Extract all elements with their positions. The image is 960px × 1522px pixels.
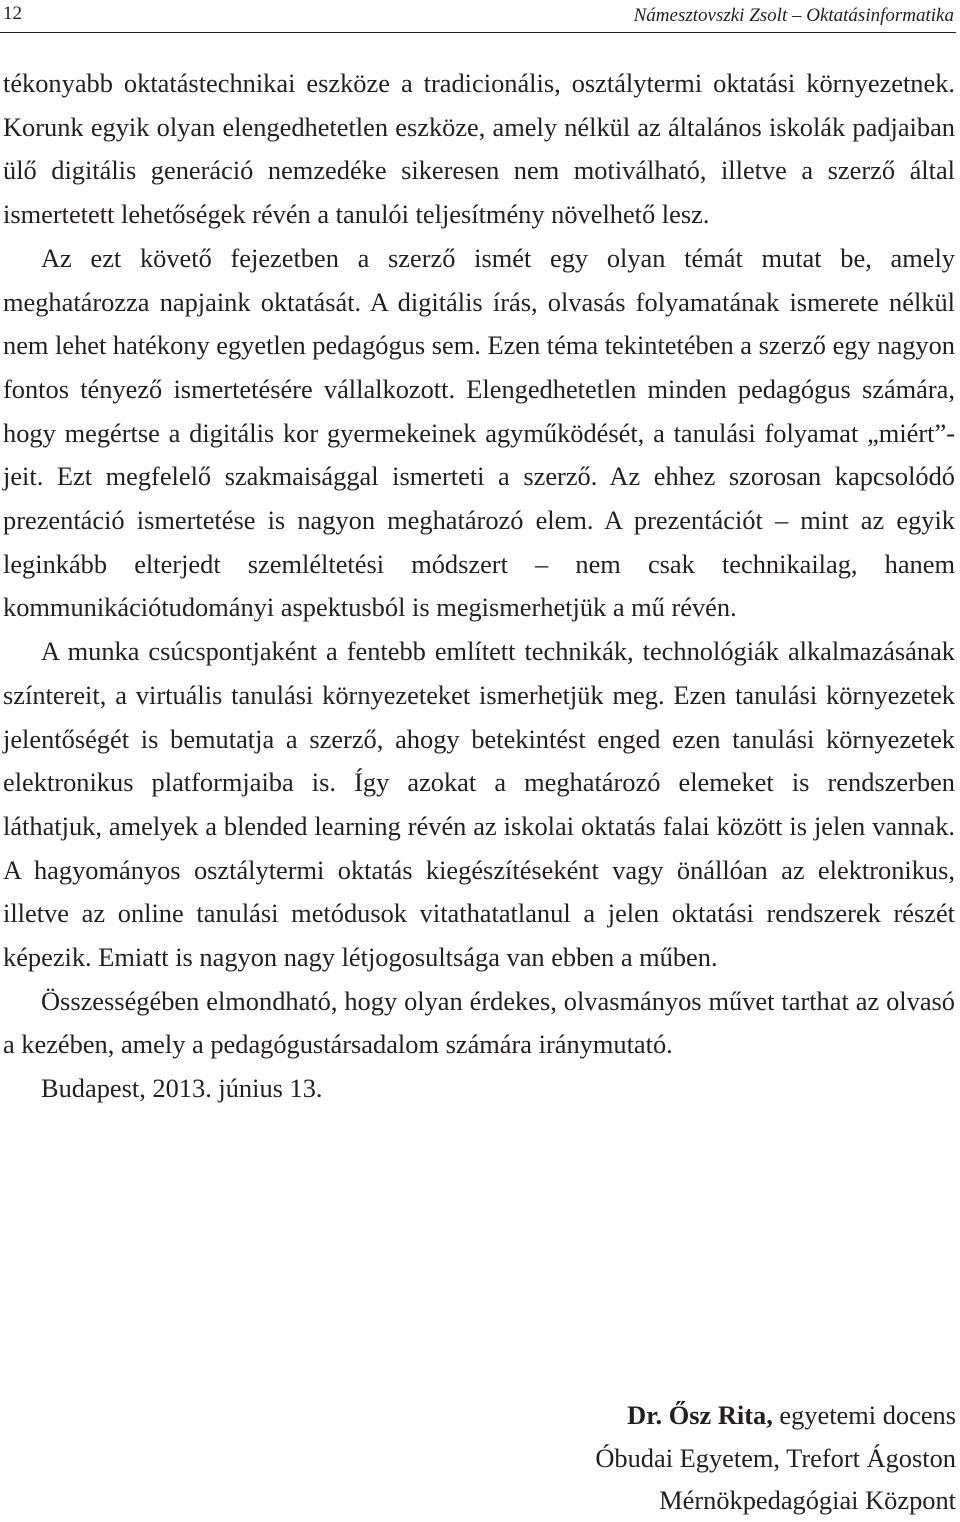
signature-block (595, 1394, 956, 1522)
paragraph-1: tékonyabb oktatástechnikai eszköze a tradicionális, osztálytermi oktatási környezetnek. Korunk egyik olyan elengedhetetlen eszköze, amely nélkül az általános iskolák padjaiban ülő digitális generáció nemzedéke sikeresen nem motiválható, illetve a szerző által ismertetett lehetőségek révén a tanulói teljesítmény növelhető lesz. (3, 68, 955, 230)
place-date: Budapest, 2013. június 13. (41, 1073, 323, 1104)
paragraph-4: Összességében elmondható, hogy olyan érdekes, olvasmányos művet tarthat az olvasó a kezében, amely a pedagógustársadalom számára iránymutató. (3, 985, 955, 1060)
author-department: Mérnökpedagógiai Központ (659, 1485, 956, 1515)
paragraph-3: A munka csúcspontjaként a fentebb említett technikák, technológiák alkalmazásának színtereit, a virtuális tanulási környezeteket ismerhetjük meg. Ezen tanulási környezetek jelentőségét is bemutatja a szerző, ahogy betekintést enged ezen tanulási környezetek elektronikus platformjaiba is. Így azokat a meghatározó elemeket is rendszerben láthatjuk, amelyek a blended learning révén az iskolai oktatás falai között is jelen vannak. A hagyományos osztálytermi oktatás kiegészítéseként vagy önállóan az elektronikus, illetve az online tanulási metódusok vitathatatlanul a jelen oktatási rendszerek részét képezik. Emiatt is nagyon nagy létjogosultsága van ebben a műben. (3, 636, 955, 973)
author-name: Dr. Ősz Rita, (627, 1400, 773, 1430)
page-number: 12 (3, 3, 22, 24)
signature-line-1 (595, 1394, 956, 1437)
author-title: egyetemi docens (772, 1400, 956, 1430)
author-institution: Óbudai Egyetem, Trefort Ágoston (595, 1442, 956, 1473)
paragraph-2: Az ezt követő fejezetben a szerző ismét egy olyan témát mutat be, amely meghatározza napjaink oktatását. A digitális írás, olvasás folyamatának ismerete nélkül nem lehet hatékony egyetlen pedagógus sem. Ezen téma tekintetében a szerző egy nagyon fontos tényező ismertetésére vállalkozott. Elengedhetetlen minden pedagógus számára, hogy megértse a digitális kor gyermekeinek agyműködését, a tanulási folyamat „miért”-jeit. Ezt megfelelő szakmaisággal ismerteti a szerző. Az ehhez szorosan kapcsolódó prezentáció ismertetése is nagyon meghatározó elem. A prezentációt – mint az egyik leginkább elterjedt szemléltetési módszert – nem csak technikailag, hanem kommunikációtudományi aspektusból is megismerhetjük a mű révén. (3, 242, 955, 623)
page-header (0, 0, 956, 33)
running-head: Námesztovszki Zsolt – Oktatásinformatika (633, 5, 954, 26)
body-text (3, 62, 955, 1111)
